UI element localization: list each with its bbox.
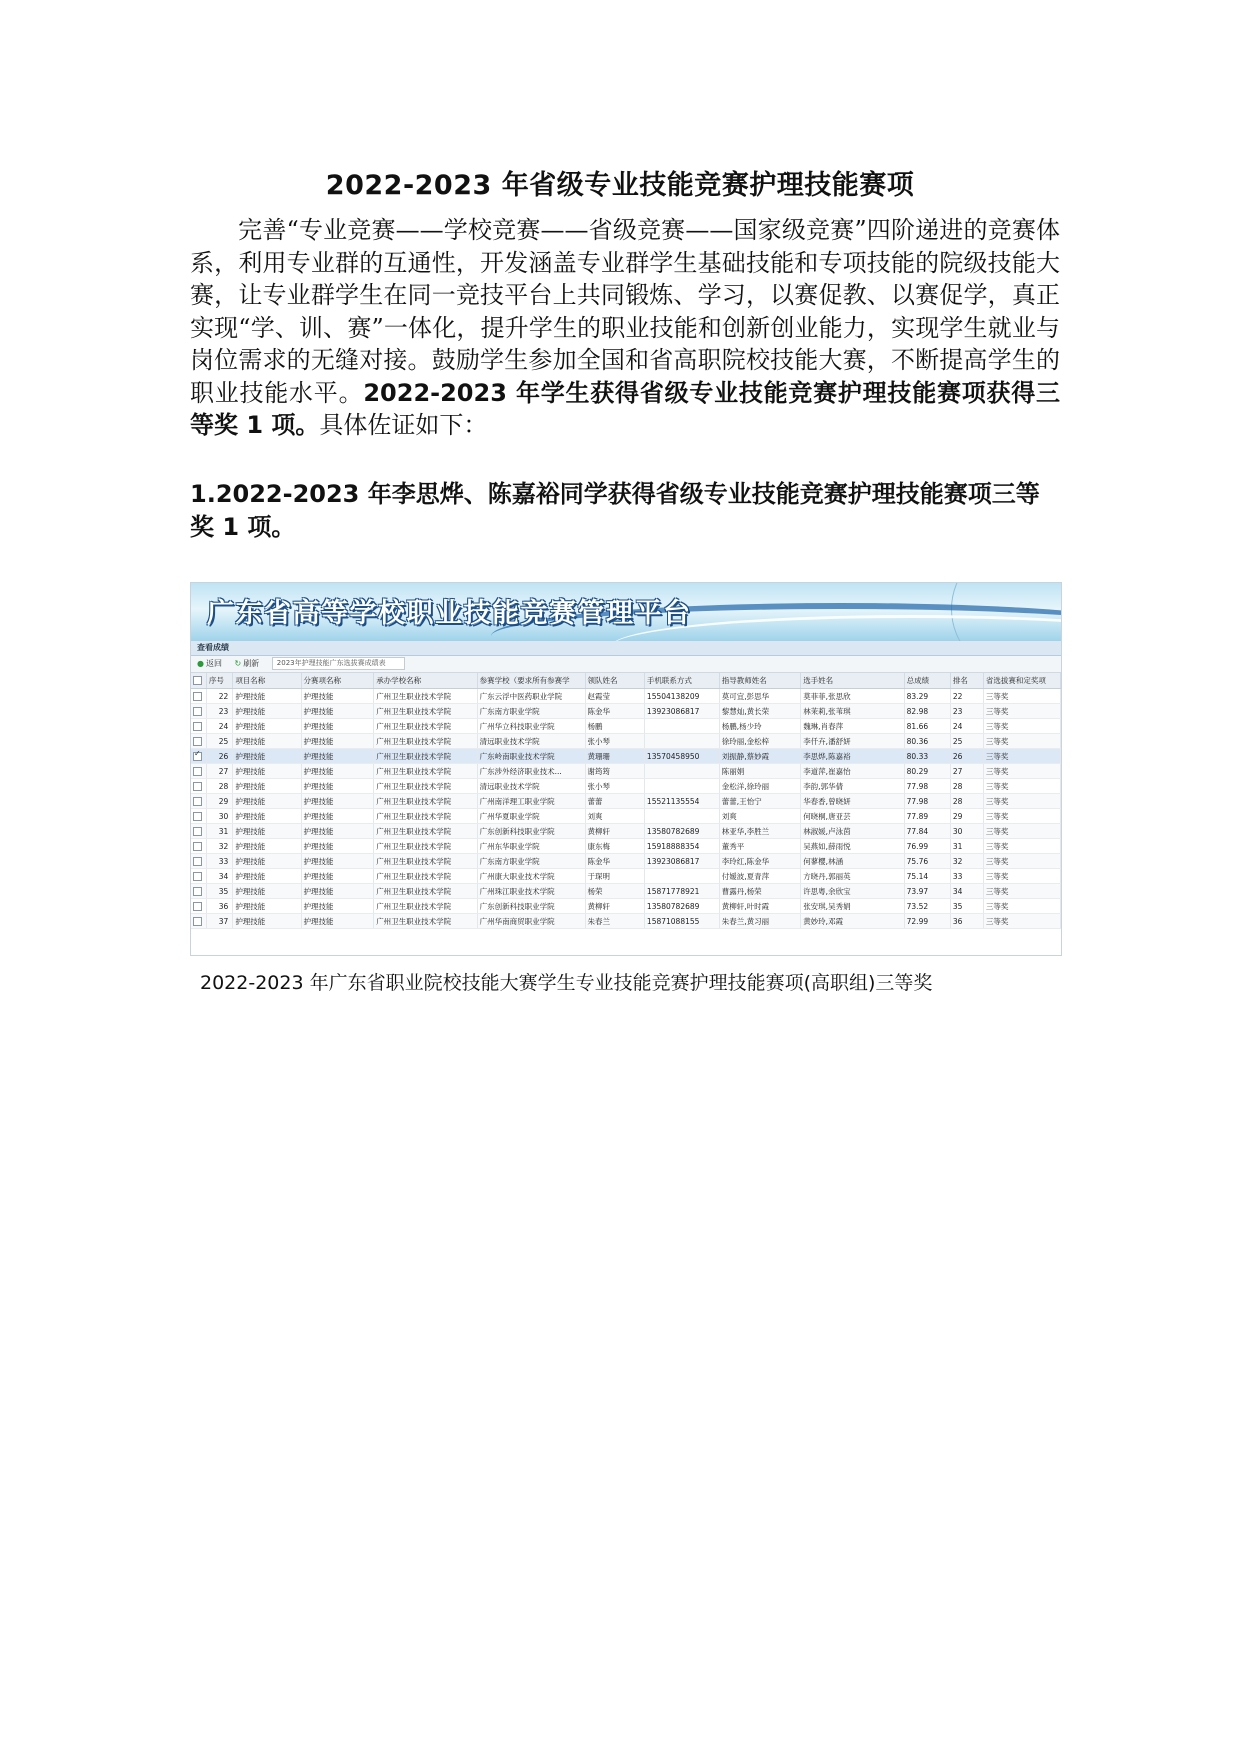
cell-school: 广东涉外经济职业技术... [477,764,585,779]
page-title: 2022-2023 年省级专业技能竞赛护理技能赛项 [325,170,915,201]
cell-phone [644,809,719,824]
evidence-item-1: 1.2022-2023 年李思烨、陈嘉裕同学获得省级专业技能竞赛护理技能赛项三等奖 1 项。 [190,480,1040,541]
results-table [191,673,1061,929]
column-header[interactable]: 承办学校名称 [374,673,477,689]
cell-host: 广州卫生职业技术学院 [374,719,477,734]
cell-teacher: 刘振静,蔡妙霞 [719,749,800,764]
cell-n: 33 [206,854,232,869]
column-header[interactable]: 参赛学校（要求所有参赛学 [477,673,585,689]
cell-project: 护理技能 [233,779,301,794]
cell-teacher: 黎慧灿,黄长荣 [719,704,800,719]
cell-school: 广州华夏职业学院 [477,809,585,824]
cell-n: 32 [206,839,232,854]
intro-paragraph [190,214,1060,442]
back-icon: ● [197,659,204,668]
cell-host: 广州卫生职业技术学院 [374,809,477,824]
cell-leader: 张小琴 [585,779,644,794]
cell-teacher: 黄柳轩,叶时霞 [719,899,800,914]
cell-sub: 护理技能 [301,854,374,869]
platform-banner [191,583,1061,641]
table-row[interactable] [191,704,1061,719]
cell-rank: 24 [950,719,983,734]
refresh-icon: ↻ [234,659,242,668]
cell-n: 37 [206,914,232,929]
column-header[interactable]: 领队姓名 [585,673,644,689]
cell-teacher: 刘爽 [719,809,800,824]
cell-sub: 护理技能 [301,764,374,779]
table-row[interactable] [191,854,1061,869]
cell-host: 广州卫生职业技术学院 [374,869,477,884]
row-checkbox[interactable] [191,704,206,719]
column-header[interactable]: 分赛项名称 [301,673,374,689]
row-checkbox[interactable] [191,914,206,929]
cell-n: 27 [206,764,232,779]
cell-rank: 33 [950,869,983,884]
banner-title: 广东省高等学校职业技能竞赛管理平台 [207,598,692,629]
cell-phone [644,764,719,779]
column-header[interactable]: 手机联系方式 [644,673,719,689]
cell-project: 护理技能 [233,734,301,749]
cell-sub: 护理技能 [301,899,374,914]
cell-award: 三等奖 [983,794,1060,809]
cell-phone [644,779,719,794]
cell-leader: 张小琴 [585,734,644,749]
cell-n: 29 [206,794,232,809]
cell-leader: 赵霞莹 [585,689,644,704]
cell-sub: 护理技能 [301,914,374,929]
cell-project: 护理技能 [233,884,301,899]
cell-award: 三等奖 [983,884,1060,899]
cell-host: 广州卫生职业技术学院 [374,899,477,914]
cell-phone: 15504138209 [644,689,719,704]
column-header[interactable]: 项目名称 [233,673,301,689]
cell-project: 护理技能 [233,794,301,809]
cell-school: 清远职业技术学院 [477,734,585,749]
table-header [191,673,1061,689]
cell-host: 广州卫生职业技术学院 [374,779,477,794]
cell-award: 三等奖 [983,689,1060,704]
table-row[interactable] [191,779,1061,794]
cell-score: 75.76 [904,854,950,869]
cell-teacher: 莫可宜,彭思华 [719,689,800,704]
cell-student: 何晓桐,唐亚芸 [801,809,904,824]
table-row[interactable] [191,794,1061,809]
table-row[interactable] [191,764,1061,779]
cell-teacher: 董秀平 [719,839,800,854]
cell-student: 李韵,郭华倩 [801,779,904,794]
cell-rank: 25 [950,734,983,749]
cell-project: 护理技能 [233,689,301,704]
cell-school: 广东南方职业学院 [477,704,585,719]
cell-host: 广州卫生职业技术学院 [374,749,477,764]
column-header[interactable]: 总成绩 [904,673,950,689]
cell-n: 30 [206,809,232,824]
intro-text: 完善“专业竞赛——学校竞赛——省级竞赛——国家级竞赛”四阶递进的竞赛体系，利用专业群的互通性，开发涵盖专业群学生基础技能和专项技能的院级技能大赛，让专业群学生在同一竞技平台上共同锻炼、学习，以赛促教、以赛促学，真正实现“学、训、赛”一体化，提升学生的职业技能和创新创业能力，实现学生就业与岗位需求的无缝对接。鼓励学生参加全国和省高职院校技能大赛，不断提高学生的职业技能水平。 [190,216,1060,407]
cell-phone [644,869,719,884]
cell-project: 护理技能 [233,719,301,734]
cell-host: 广州卫生职业技术学院 [374,794,477,809]
cell-project: 护理技能 [233,749,301,764]
row-checkbox[interactable] [191,749,206,764]
cell-school: 广东创新科技职业学院 [477,824,585,839]
refresh-button[interactable]: ↻ 刷新 [234,659,260,668]
cell-score: 73.52 [904,899,950,914]
cell-school: 广东云浮中医药职业学院 [477,689,585,704]
cell-teacher: 杨鹏,杨少玲 [719,719,800,734]
cell-project: 护理技能 [233,914,301,929]
cell-school: 广东岭南职业技术学院 [477,749,585,764]
table-row[interactable] [191,809,1061,824]
cell-leader: 杨荣 [585,884,644,899]
cell-sub: 护理技能 [301,869,374,884]
cell-award: 三等奖 [983,749,1060,764]
cell-sub: 护理技能 [301,809,374,824]
cell-score: 82.98 [904,704,950,719]
cell-school: 广州康大职业技术学院 [477,869,585,884]
cell-sub: 护理技能 [301,884,374,899]
cell-student: 林茉莉,张苇琪 [801,704,904,719]
column-header[interactable]: 选手姓名 [801,673,904,689]
cell-teacher: 林亚华,李胜兰 [719,824,800,839]
table-row[interactable] [191,914,1061,929]
cell-host: 广州卫生职业技术学院 [374,854,477,869]
cell-school: 广州华南商贸职业学院 [477,914,585,929]
cell-score: 80.29 [904,764,950,779]
cell-school: 广东创新科技职业学院 [477,899,585,914]
cell-student: 华春香,曾晓妍 [801,794,904,809]
cell-leader: 杨鹏 [585,719,644,734]
cell-student: 李思烨,陈嘉裕 [801,749,904,764]
cell-award: 三等奖 [983,839,1060,854]
cell-leader: 陈金华 [585,854,644,869]
cell-n: 35 [206,884,232,899]
cell-project: 护理技能 [233,839,301,854]
row-checkbox[interactable] [191,734,206,749]
cell-award: 三等奖 [983,719,1060,734]
cell-phone: 13580782689 [644,824,719,839]
cell-host: 广州卫生职业技术学院 [374,839,477,854]
contest-filter-select[interactable]: 2023年护理技能广东选拔赛成绩表 [272,657,405,670]
cell-leader: 蕾蕾 [585,794,644,809]
row-checkbox[interactable] [191,899,206,914]
table-body [191,689,1061,929]
table-row[interactable] [191,839,1061,854]
column-header[interactable]: 排名 [950,673,983,689]
cell-sub: 护理技能 [301,749,374,764]
cell-score: 75.14 [904,869,950,884]
cell-school: 广东南方职业学院 [477,854,585,869]
cell-award: 三等奖 [983,824,1060,839]
row-checkbox[interactable] [191,884,206,899]
select-all-checkbox[interactable] [191,673,206,689]
panel-title: 查看成绩 [191,641,1061,656]
cell-rank: 28 [950,794,983,809]
cell-teacher: 陈丽娟 [719,764,800,779]
cell-student: 李仟卉,潘舒妍 [801,734,904,749]
cell-student: 许思粤,余欣宝 [801,884,904,899]
cell-student: 莫菲菲,张思欣 [801,689,904,704]
cell-host: 广州卫生职业技术学院 [374,914,477,929]
cell-student: 方晓丹,郭丽英 [801,869,904,884]
cell-phone [644,734,719,749]
cell-sub: 护理技能 [301,734,374,749]
cell-phone [644,719,719,734]
cell-rank: 30 [950,824,983,839]
cell-award: 三等奖 [983,869,1060,884]
cell-rank: 27 [950,764,983,779]
cell-score: 77.98 [904,779,950,794]
cell-leader: 朱春兰 [585,914,644,929]
figure-caption: 2022-2023 年广东省职业院校技能大赛学生专业技能竞赛护理技能赛项(高职组)三等奖 [200,972,933,994]
cell-award: 三等奖 [983,914,1060,929]
back-button[interactable]: ● 返回 [197,659,222,668]
toolbar [191,656,1061,673]
cell-school: 广州华立科技职业学院 [477,719,585,734]
cell-student: 李道萍,崔嘉怡 [801,764,904,779]
row-checkbox[interactable] [191,794,206,809]
cell-phone: 15521135554 [644,794,719,809]
cell-phone: 15918888354 [644,839,719,854]
cell-score: 77.89 [904,809,950,824]
row-checkbox[interactable] [191,824,206,839]
row-checkbox[interactable] [191,689,206,704]
cell-host: 广州卫生职业技术学院 [374,734,477,749]
cell-student: 吴燕如,薛雨悦 [801,839,904,854]
cell-rank: 26 [950,749,983,764]
cell-leader: 黄柳轩 [585,899,644,914]
cell-n: 23 [206,704,232,719]
cell-n: 26 [206,749,232,764]
cell-sub: 护理技能 [301,839,374,854]
cell-phone: 15871778921 [644,884,719,899]
cell-teacher: 蕾蕾,王怡宁 [719,794,800,809]
cell-school: 广州东华职业学院 [477,839,585,854]
cell-student: 何蓼樱,林涵 [801,854,904,869]
cell-teacher: 徐玲丽,金松梓 [719,734,800,749]
column-header[interactable]: 省选拔赛和定奖项 [983,673,1060,689]
cell-rank: 36 [950,914,983,929]
cell-teacher: 朱春兰,黄习丽 [719,914,800,929]
cell-student: 张安琪,吴秀娟 [801,899,904,914]
cell-project: 护理技能 [233,704,301,719]
column-header[interactable]: 序号 [206,673,232,689]
cell-student: 林淑媛,卢泳茵 [801,824,904,839]
intro-tail: 具体佐证如下： [319,411,488,439]
cell-teacher: 金松洋,徐玲丽 [719,779,800,794]
cell-rank: 28 [950,779,983,794]
table-row[interactable] [191,719,1061,734]
cell-leader: 刘爽 [585,809,644,824]
cell-rank: 31 [950,839,983,854]
table-row[interactable] [191,824,1061,839]
cell-award: 三等奖 [983,779,1060,794]
cell-n: 22 [206,689,232,704]
cell-award: 三等奖 [983,704,1060,719]
cell-rank: 35 [950,899,983,914]
cell-sub: 护理技能 [301,689,374,704]
row-checkbox[interactable] [191,854,206,869]
cell-student: 魏琳,肖春萍 [801,719,904,734]
cell-sub: 护理技能 [301,824,374,839]
table-row[interactable] [191,689,1061,704]
cell-score: 77.98 [904,794,950,809]
cell-score: 77.84 [904,824,950,839]
cell-score: 81.66 [904,719,950,734]
cell-rank: 29 [950,809,983,824]
cell-score: 80.36 [904,734,950,749]
cell-award: 三等奖 [983,854,1060,869]
cell-project: 护理技能 [233,764,301,779]
table-row[interactable] [191,869,1061,884]
row-checkbox[interactable] [191,779,206,794]
cell-sub: 护理技能 [301,779,374,794]
cell-award: 三等奖 [983,899,1060,914]
cell-host: 广州卫生职业技术学院 [374,704,477,719]
cell-project: 护理技能 [233,824,301,839]
cell-leader: 康东梅 [585,839,644,854]
table-row[interactable] [191,899,1061,914]
cell-leader: 黄珊珊 [585,749,644,764]
cell-teacher: 李玲红,陈金华 [719,854,800,869]
cell-leader: 谢筠筠 [585,764,644,779]
cell-award: 三等奖 [983,809,1060,824]
cell-phone: 13580782689 [644,899,719,914]
cell-rank: 23 [950,704,983,719]
cell-phone: 13923086817 [644,854,719,869]
table-row[interactable] [191,749,1061,764]
cell-sub: 护理技能 [301,719,374,734]
cell-leader: 黄柳轩 [585,824,644,839]
cell-leader: 陈金华 [585,704,644,719]
cell-sub: 护理技能 [301,794,374,809]
cell-host: 广州卫生职业技术学院 [374,689,477,704]
cell-phone: 15871088155 [644,914,719,929]
cell-phone: 13570458950 [644,749,719,764]
cell-n: 24 [206,719,232,734]
cell-award: 三等奖 [983,764,1060,779]
cell-student: 黄妙玲,邓霞 [801,914,904,929]
cell-school: 清远职业技术学院 [477,779,585,794]
cell-score: 73.97 [904,884,950,899]
cell-n: 31 [206,824,232,839]
row-checkbox[interactable] [191,869,206,884]
cell-project: 护理技能 [233,869,301,884]
cell-sub: 护理技能 [301,704,374,719]
cell-project: 护理技能 [233,809,301,824]
cell-host: 广州卫生职业技术学院 [374,824,477,839]
cell-rank: 32 [950,854,983,869]
platform-screenshot [190,582,1062,956]
cell-score: 83.29 [904,689,950,704]
cell-score: 76.99 [904,839,950,854]
cell-leader: 于琛明 [585,869,644,884]
cell-host: 广州卫生职业技术学院 [374,764,477,779]
cell-n: 36 [206,899,232,914]
cell-score: 72.99 [904,914,950,929]
cell-n: 34 [206,869,232,884]
row-checkbox[interactable] [191,764,206,779]
cell-teacher: 曹露丹,杨荣 [719,884,800,899]
row-checkbox[interactable] [191,809,206,824]
table-row[interactable] [191,734,1061,749]
cell-phone: 13923086817 [644,704,719,719]
cell-host: 广州卫生职业技术学院 [374,884,477,899]
cell-school: 广州南洋理工职业学院 [477,794,585,809]
row-checkbox[interactable] [191,839,206,854]
cell-project: 护理技能 [233,899,301,914]
row-checkbox[interactable] [191,719,206,734]
column-header[interactable]: 指导教师姓名 [719,673,800,689]
cell-project: 护理技能 [233,854,301,869]
cell-n: 25 [206,734,232,749]
intro-highlight: 2022-2023 年学生获得省级专业技能竞赛护理技能赛项获得三等奖 1 项。 [190,378,1061,439]
cell-teacher: 付嫒波,夏青萍 [719,869,800,884]
cell-rank: 34 [950,884,983,899]
cell-school: 广州珠江职业技术学院 [477,884,585,899]
cell-award: 三等奖 [983,734,1060,749]
cell-rank: 22 [950,689,983,704]
cell-score: 80.33 [904,749,950,764]
cell-n: 28 [206,779,232,794]
table-row[interactable] [191,884,1061,899]
